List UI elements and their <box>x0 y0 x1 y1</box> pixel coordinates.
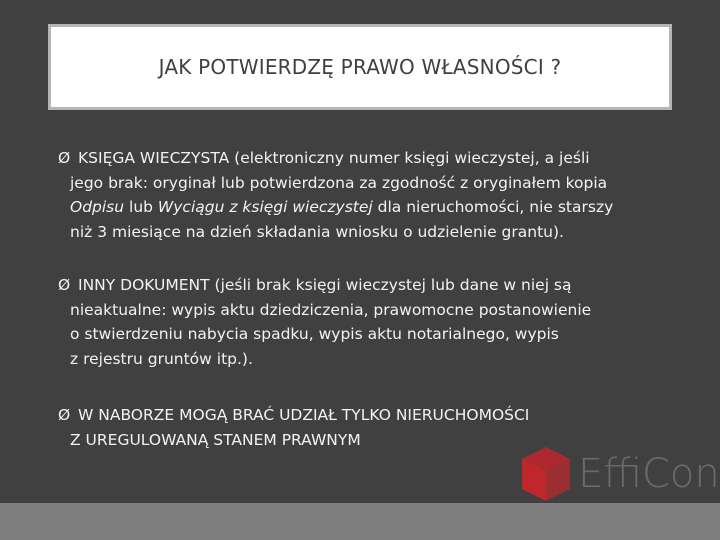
italic-text: Odpisu <box>70 198 125 216</box>
logo-text: EffiCon <box>578 451 720 497</box>
bullet-ksiega-wieczysta <box>58 146 658 244</box>
bullet-line: INNY DOKUMENT (jeśli brak księgi wieczystej lub dane w niej są <box>78 276 572 294</box>
arrow-bullet-icon: Ø <box>58 149 71 167</box>
arrow-bullet-icon: Ø <box>58 276 71 294</box>
bottom-bar <box>0 503 720 540</box>
arrow-bullet-icon: Ø <box>58 406 71 424</box>
italic-text: Wyciągu z księgi wieczystej <box>157 198 373 216</box>
bullet-line: nieaktualne: wypis aktu dziedziczenia, prawomocne postanowienie <box>70 300 592 319</box>
slide-title: JAK POTWIERDZĘ PRAWO WŁASNOŚCI ? <box>158 55 562 79</box>
plain-text: dla nieruchomości, nie starszy <box>372 198 614 216</box>
bullet-line: W NABORZE MOGĄ BRAĆ UDZIAŁ TYLKO NIERUCHOMOŚCI <box>78 406 530 424</box>
bullet-inny-dokument <box>58 273 658 371</box>
bullet-line: jego brak: oryginał lub potwierdzona za zgodność z oryginałem kopia <box>70 173 608 192</box>
bullet-line: o stwierdzeniu nabycia spadku, wypis aktu notarialnego, wypis <box>70 325 559 343</box>
logo-mark-icon <box>522 447 570 501</box>
bullet-line: Z UREGULOWANĄ STANEM PRAWNYM <box>70 430 361 449</box>
bullet-line: z rejestru gruntów itp.). <box>70 349 253 368</box>
plain-text: lub <box>124 198 158 216</box>
bullet-line: niż 3 miesiące na dzień składania wniosku o udzielenie grantu). <box>70 222 564 241</box>
title-box <box>48 24 672 110</box>
efficon-logo <box>520 445 720 503</box>
bullet-line-mixed <box>58 195 658 220</box>
bullet-line: KSIĘGA WIECZYSTA (elektroniczny numer księgi wieczystej, a jeśli <box>78 149 590 167</box>
